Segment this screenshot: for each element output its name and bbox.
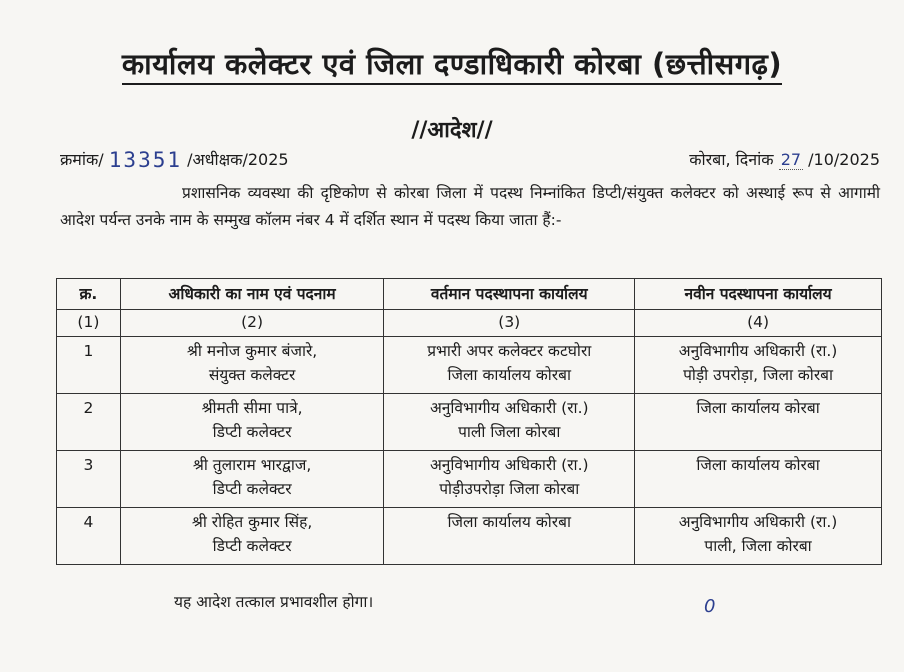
row-officer	[120, 451, 384, 508]
table-row	[57, 394, 882, 451]
officer-designation: डिप्टी कलेक्टर	[212, 537, 292, 555]
office-heading	[0, 44, 904, 83]
header-current-posting: वर्तमान पदस्थापना कार्यालय	[384, 279, 635, 310]
header-sno: क्र.	[57, 279, 121, 310]
handwritten-mark: 0	[704, 596, 716, 617]
effective-note: यह आदेश तत्काल प्रभावशील होगा।	[174, 593, 374, 611]
row-sno: 4	[57, 508, 121, 565]
current-posting-line: जिला कार्यालय कोरबा	[447, 513, 571, 531]
row-new-posting	[635, 337, 882, 394]
column-number: (2)	[120, 310, 384, 337]
current-posting-line: प्रभारी अपर कलेक्टर कटघोरा	[427, 342, 592, 360]
date-day-handwritten: 27	[780, 150, 802, 169]
officer-designation: संयुक्त कलेक्टर	[208, 366, 296, 384]
officer-name: श्री मनोज कुमार बंजारे,	[186, 342, 318, 360]
place-date	[689, 148, 880, 170]
kramank-prefix: क्रमांक/	[60, 150, 104, 169]
officer-name: श्री तुलाराम भारद्वाज,	[192, 456, 312, 474]
row-new-posting	[635, 508, 882, 565]
table-header-row	[57, 279, 882, 310]
row-officer	[120, 394, 384, 451]
new-posting-line: पोड़ी उपरोड़ा, जिला कोरबा	[683, 366, 834, 384]
row-sno: 1	[57, 337, 121, 394]
order-number-handwritten: 13351	[108, 148, 182, 172]
table-row	[57, 508, 882, 565]
current-posting-line: अनुविभागीय अधिकारी (रा.)	[429, 456, 589, 474]
new-posting-line: जिला कार्यालय कोरबा	[696, 399, 820, 417]
column-number-row	[57, 310, 882, 337]
posting-table	[56, 278, 882, 565]
row-sno: 2	[57, 394, 121, 451]
current-posting-line: पाली जिला कोरबा	[458, 423, 561, 441]
current-posting-line: अनुविभागीय अधिकारी (रा.)	[429, 399, 589, 417]
new-posting-line: पाली, जिला कोरबा	[704, 537, 812, 555]
row-new-posting	[635, 394, 882, 451]
row-current-posting	[384, 451, 635, 508]
place-date-prefix: कोरबा, दिनांक	[689, 150, 774, 169]
table-row	[57, 451, 882, 508]
row-officer	[120, 508, 384, 565]
column-number: (4)	[635, 310, 882, 337]
row-current-posting	[384, 508, 635, 565]
order-title: //आदेश//	[411, 118, 493, 143]
row-current-posting	[384, 337, 635, 394]
new-posting-line: जिला कार्यालय कोरबा	[696, 456, 820, 474]
reference-line	[60, 148, 880, 174]
current-posting-line: जिला कार्यालय कोरबा	[447, 366, 571, 384]
row-officer	[120, 337, 384, 394]
new-posting-line: अनुविभागीय अधिकारी (रा.)	[678, 342, 838, 360]
row-current-posting	[384, 394, 635, 451]
table-row	[57, 337, 882, 394]
date-month-year: /10/2025	[808, 150, 880, 169]
order-paragraph: प्रशासनिक व्यवस्था की दृष्टिकोण से कोरबा जिला में पदस्थ निम्नांकित डिप्टी/संयुक्त कलेक्टर को अस्थाई रूप से आगामी आदेश पर्यन्त उनके नाम के सम्मुख कॉलम नंबर 4 में दर्शित स्थान में पदस्थ किया जाता हैं:-	[60, 184, 880, 229]
kramank-suffix: /अधीक्षक/2025	[187, 150, 289, 169]
officer-name: श्रीमती सीमा पात्रे,	[201, 399, 303, 417]
current-posting-line: पोड़ीउपरोड़ा जिला कोरबा	[439, 480, 580, 498]
row-new-posting	[635, 451, 882, 508]
order-number	[60, 148, 289, 172]
officer-designation: डिप्टी कलेक्टर	[212, 423, 292, 441]
column-number: (1)	[57, 310, 121, 337]
officer-designation: डिप्टी कलेक्टर	[212, 480, 292, 498]
office-title: कार्यालय कलेक्टर एवं जिला दण्डाधिकारी कोरबा (छत्तीसगढ़)	[122, 47, 782, 85]
new-posting-line: अनुविभागीय अधिकारी (रा.)	[678, 513, 838, 531]
column-number: (3)	[384, 310, 635, 337]
header-officer: अधिकारी का नाम एवं पदनाम	[120, 279, 384, 310]
header-new-posting: नवीन पदस्थापना कार्यालय	[635, 279, 882, 310]
officer-name: श्री रोहित कुमार सिंह,	[191, 513, 313, 531]
row-sno: 3	[57, 451, 121, 508]
